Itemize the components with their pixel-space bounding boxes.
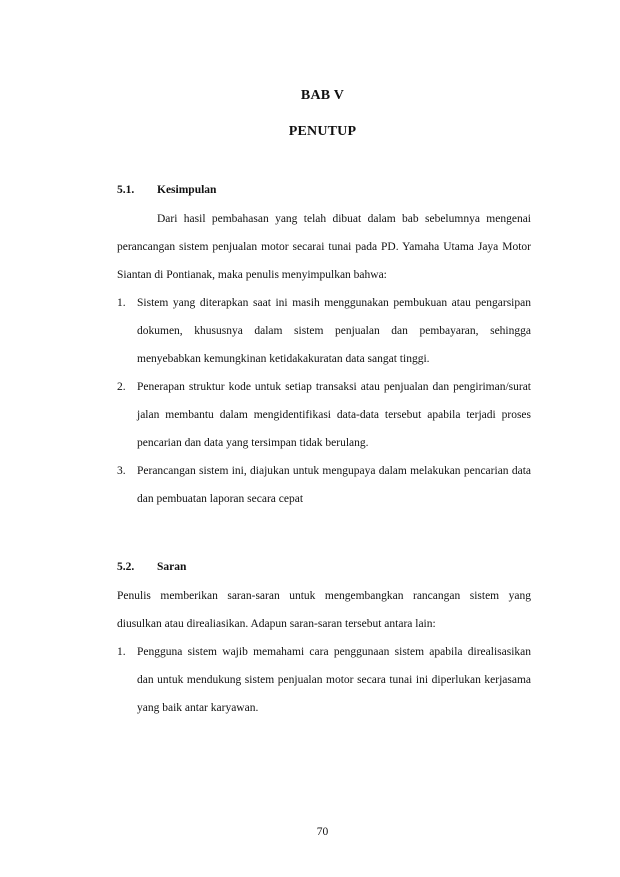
- list-marker: 1.: [117, 646, 126, 658]
- section-intro-paragraph: [117, 205, 531, 289]
- section-heading-saran: [117, 561, 186, 573]
- list-item: [117, 638, 531, 722]
- page-number: 70: [316, 826, 329, 838]
- list-item-text: Penerapan struktur kode untuk setiap transaksi atau penjualan dan pengiriman/surat jalan membantu dalam mengidentifikasi data-data tersebut apabila terjadi proses pencarian dan data yang tersimpan tidak berulang.: [137, 381, 531, 449]
- chapter-title: PENUTUP: [288, 124, 357, 139]
- list-marker: 1.: [117, 297, 126, 309]
- list-marker: 2.: [117, 381, 126, 393]
- list-item-text: Sistem yang diterapkan saat ini masih menggunakan pembukuan atau pengarsipan dokumen, khususnya dalam sistem penjualan dan pembayaran, sehingga menyebabkan kemungkinan ketidakakuratan data sangat tinggi.: [137, 297, 531, 365]
- list-item: [117, 457, 531, 513]
- list-item-text: Pengguna sistem wajib memahami cara penggunaan sistem apabila direalisasikan dan untuk mendukung sistem penjualan motor secara tunai ini diperlukan kerjasama yang baik antar karyawan.: [137, 646, 531, 714]
- section-heading-kesimpulan: [117, 184, 216, 196]
- paragraph-text: Penulis memberikan saran-saran untuk mengembangkan rancangan sistem yang diusulkan atau direaliasikan. Adapun saran-saran tersebut antara lain:: [117, 590, 531, 630]
- section-title: Kesimpulan: [157, 184, 217, 196]
- list-item: [117, 373, 531, 457]
- conclusion-list: [117, 289, 531, 513]
- list-item-text: Perancangan sistem ini, diajukan untuk mengupaya dalam melakukan pencarian data dan pembuatan laporan secara cepat: [137, 465, 531, 505]
- list-item: [117, 289, 531, 373]
- list-marker: 3.: [117, 465, 126, 477]
- paragraph-text: Dari hasil pembahasan yang telah dibuat dalam bab sebelumnya mengenai perancangan sistem penjualan motor secarai tunai pada PD. Yamaha Utama Jaya Motor Siantan di Pontianak, maka penulis menyimpulkan bahwa:: [117, 213, 531, 281]
- chapter-label: BAB V: [300, 88, 345, 103]
- section-title: Saran: [157, 561, 187, 573]
- section-number: 5.1.: [117, 184, 135, 196]
- section-number: 5.2.: [117, 561, 135, 573]
- suggestion-list: [117, 638, 531, 722]
- section-intro-paragraph: [117, 582, 531, 638]
